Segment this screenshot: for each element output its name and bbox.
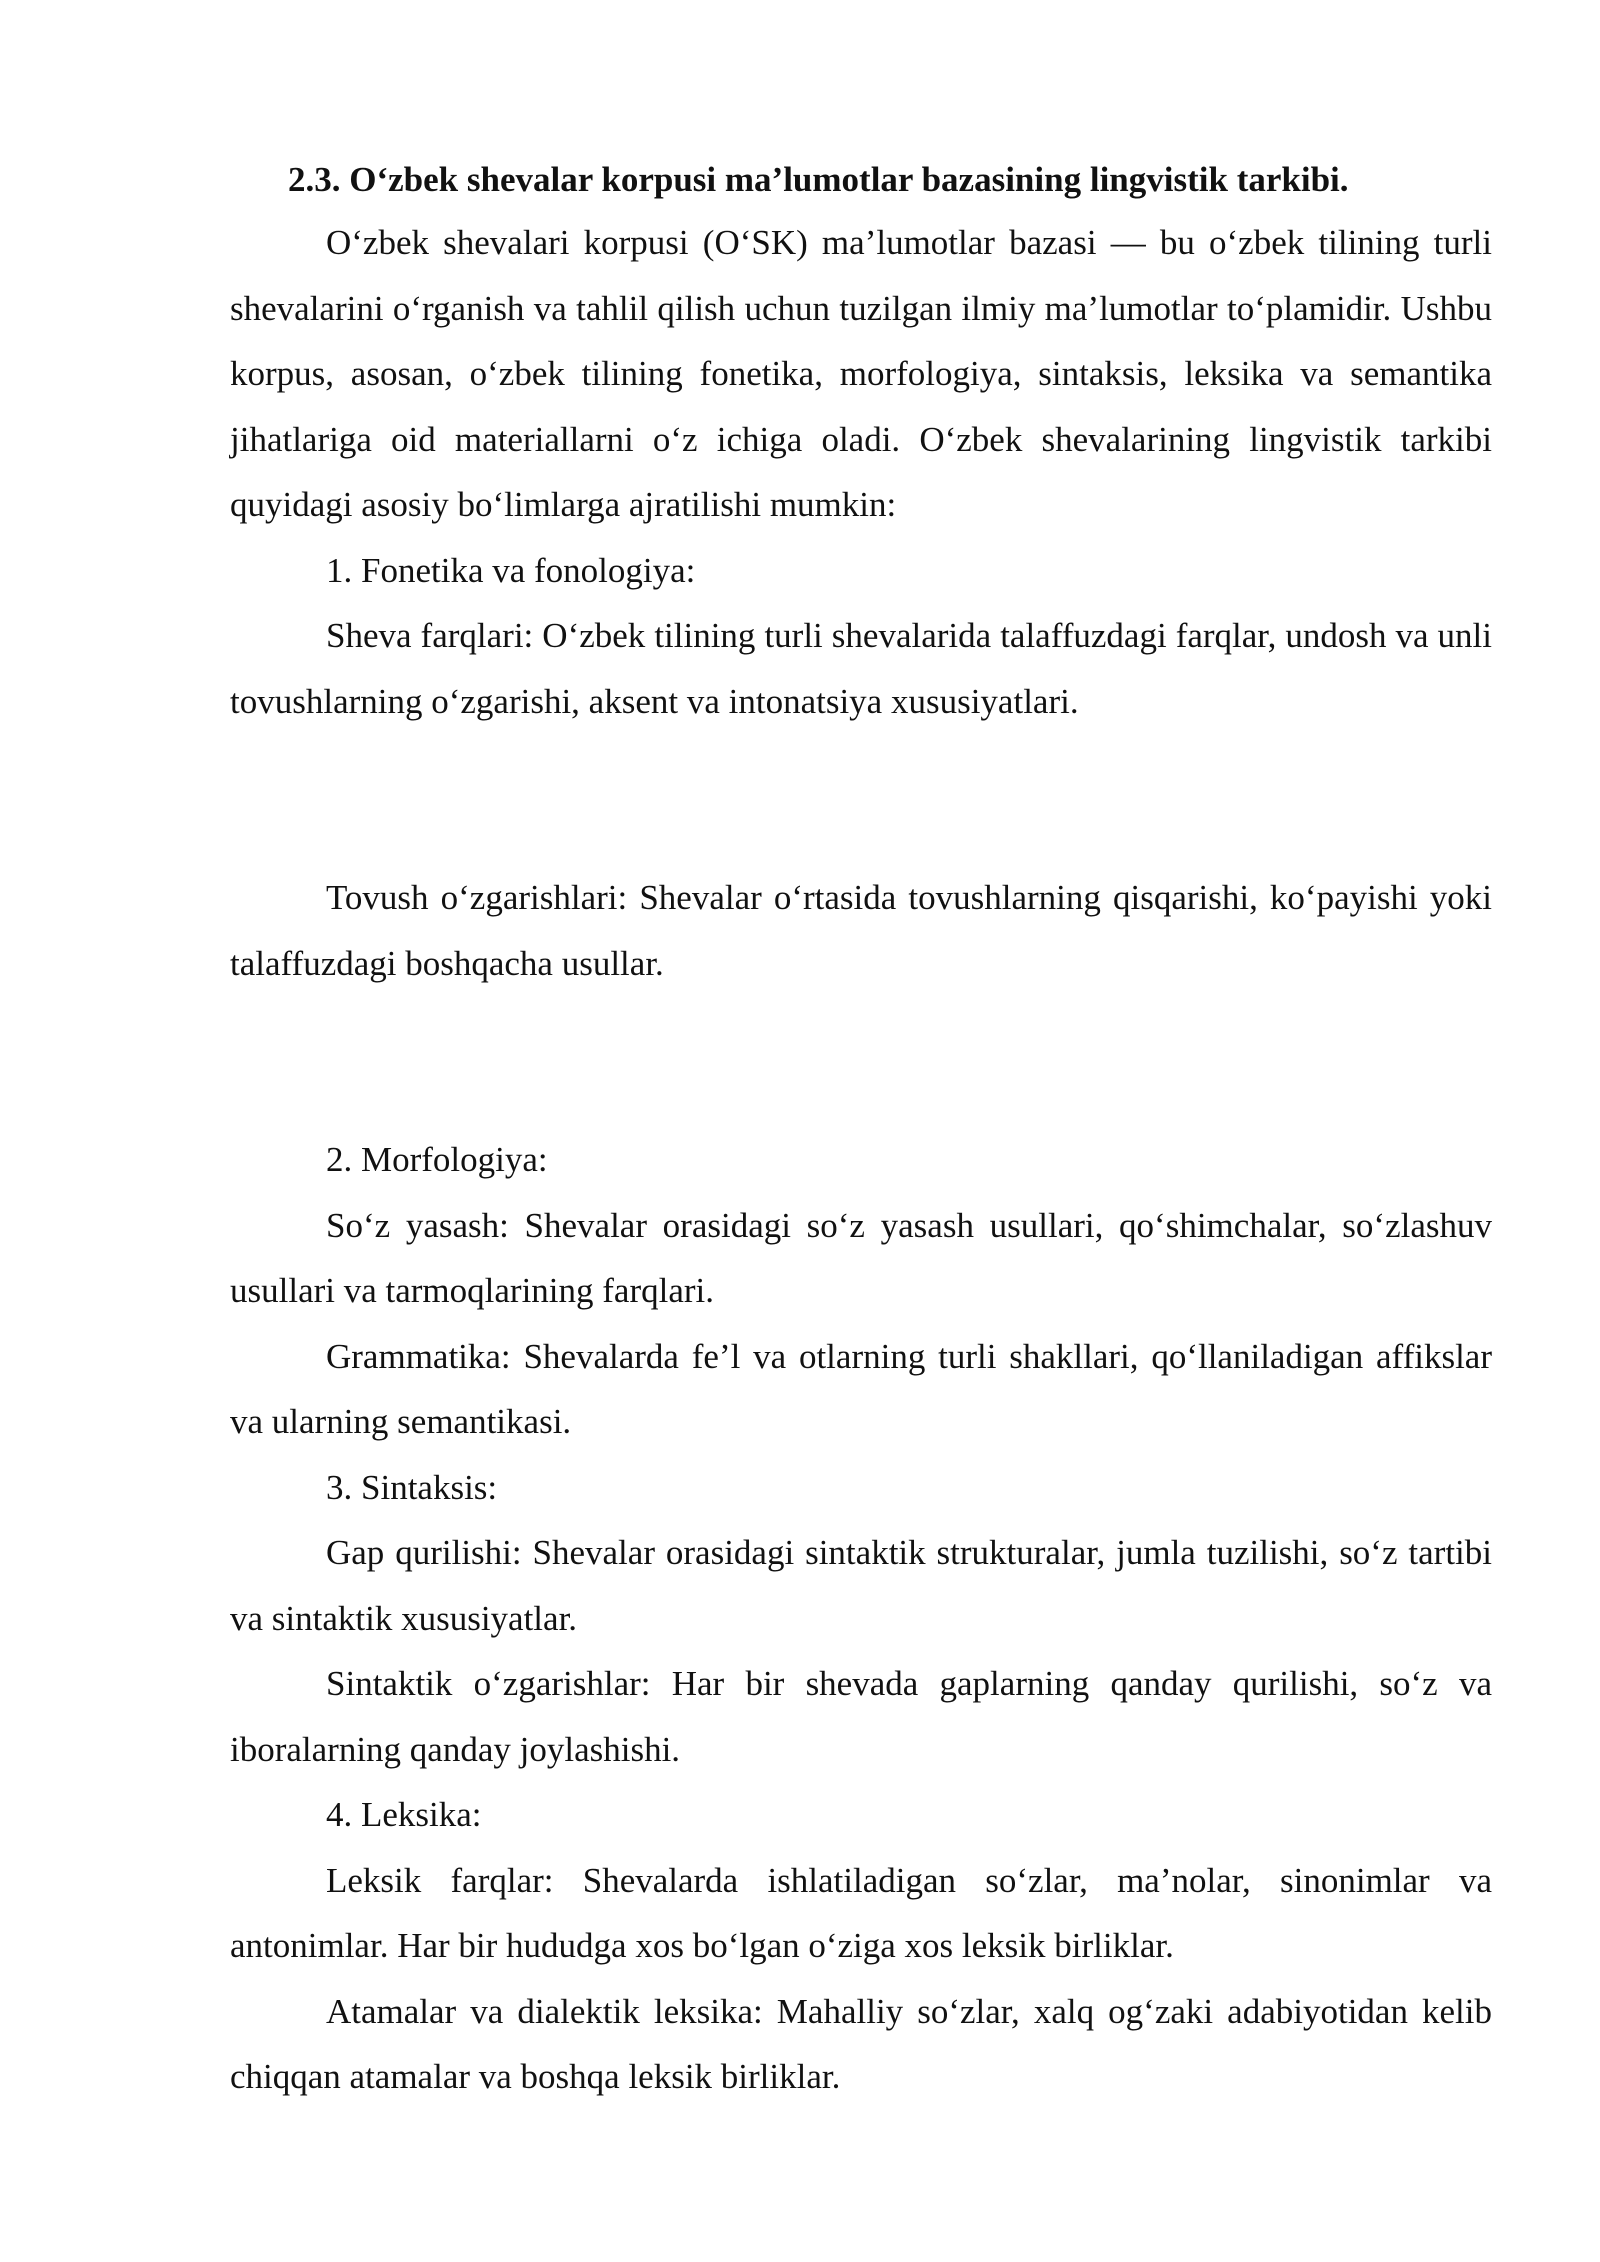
paragraph-syntactic-changes: Sintaktik o‘zgarishlar: Har bir shevada gaplarning qanday qurilishi, so‘z va iboralarning qanday joylashishi. <box>230 1664 1492 1769</box>
paragraph-sentence-structure: Gap qurilishi: Shevalar orasidagi sintaktik strukturalar, jumla tuzilishi, so‘z tartibi va sintaktik xususiyatlar. <box>230 1533 1492 1638</box>
paragraph-dialect-differences: Sheva farqlari: O‘zbek tilining turli shevalarida talaffuzdagi farqlar, undosh va unli tovushlarning o‘zgarishi, aksent va intonatsiya xususiyatlari. <box>230 616 1492 721</box>
section-title: 2.3. O‘zbek shevalar korpusi ma’lumotlar bazasining lingvistik tarkibi. <box>288 160 1349 199</box>
blank-space <box>230 996 1492 1127</box>
paragraph-grammar: Grammatika: Shevalarda fe’l va otlarning turli shakllari, qo‘llaniladigan affikslar va ularning semantikasi. <box>230 1336 1492 1441</box>
paragraph-dialect-terms: Atamalar va dialektik leksika: Mahalliy so‘zlar, xalq og‘zaki adabiyotidan kelib chiqqan atamalar va boshqa leksik birliklar. <box>230 1991 1492 2096</box>
paragraph-sound-changes: Tovush o‘zgarishlari: Shevalar o‘rtasida tovushlarning qisqarishi, ko‘payishi yoki talaffuzdagi boshqacha usullar. <box>230 878 1492 983</box>
section-heading-phonetics: 1. Fonetika va fonologiya: <box>326 550 696 590</box>
paragraph-lexical-differences: Leksik farqlar: Shevalarda ishlatiladigan so‘zlar, ma’nolar, sinonimlar va antonimlar. Har bir hududga xos bo‘lgan o‘ziga xos leksik birliklar. <box>230 1860 1492 1965</box>
intro-paragraph: O‘zbek shevalari korpusi (O‘SK) ma’lumotlar bazasi — bu o‘zbek tilining turli shevalarini o‘rganish va tahlil qilish uchun tuzilgan ilmiy ma’lumotlar to‘plamidir. Ushbu korpus, asosan, o‘zbek tilining fonetika, morfologiya, sintaksis, leksika va semantika jihatlariga oid materiallarni o‘z ichiga oladi. O‘zbek shevalarining lingvistik tarkibi quyidagi asosiy bo‘limlarga ajratilishi mumkin: <box>230 223 1492 524</box>
section-heading-lexicon: 4. Leksika: <box>326 1795 482 1834</box>
document-page <box>230 150 1492 2110</box>
blank-space <box>230 734 1492 865</box>
paragraph-word-formation: So‘z yasash: Shevalar orasidagi so‘z yasash usullari, qo‘shimchalar, so‘zlashuv usullari va tarmoqlarining farqlari. <box>230 1205 1492 1310</box>
section-heading-morphology: 2. Morfologiya: <box>326 1140 548 1179</box>
section-heading-syntax: 3. Sintaksis: <box>326 1467 498 1507</box>
